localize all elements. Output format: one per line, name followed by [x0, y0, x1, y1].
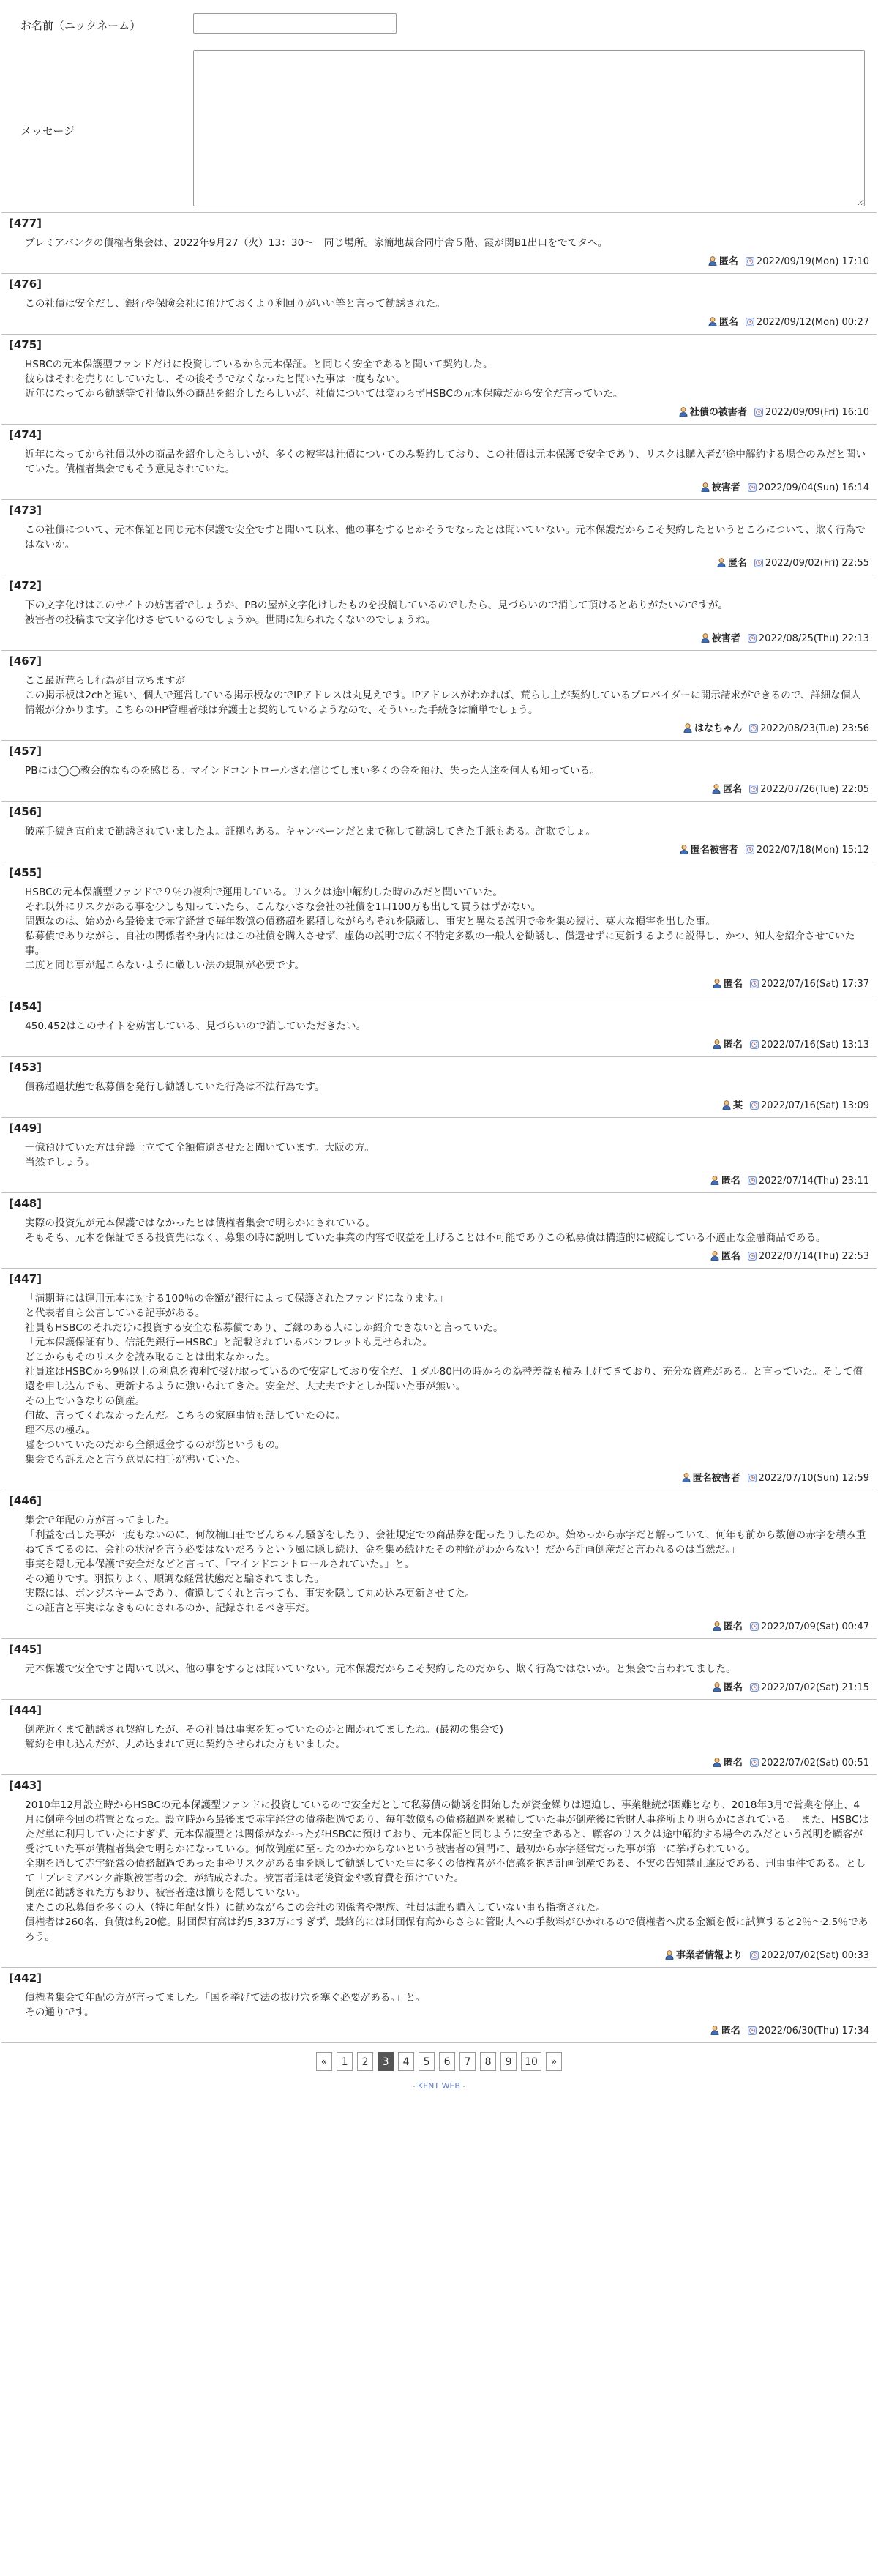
post-author: 匿名 [724, 979, 743, 990]
pager-prev-button[interactable]: « [316, 2052, 332, 2071]
post-date: 2022/09/19(Mon) 17:10 [756, 256, 869, 267]
pager-next-button[interactable]: » [546, 2052, 562, 2071]
post-item [1, 424, 877, 499]
post-number-value[interactable]: 456 [13, 805, 37, 818]
clock-icon [748, 1252, 757, 1263]
pager-page-3[interactable]: 3 [378, 2052, 394, 2071]
post-meta [9, 720, 869, 736]
pager-page-2[interactable]: 2 [357, 2052, 373, 2071]
post-body: 下の文字化けはこのサイトの妨害者でしょうか、PBの屋が文字化けしたものを投稿しているのでしたら、見づらいので消して頂けるとありがたいのですが。 被害者の投稿まで文字化けさせているのでしょうか。世間に知られたくないのでしょうね。 [25, 600, 729, 626]
post-author: 匿名 [721, 1251, 740, 1262]
post-date: 2022/07/26(Tue) 22:05 [760, 784, 869, 795]
post-date: 2022/07/16(Sat) 13:13 [761, 1039, 869, 1050]
clock-icon [754, 559, 763, 570]
post-number-value[interactable]: 448 [13, 1197, 37, 1210]
user-icon [713, 1621, 721, 1634]
post-body: PBには◯◯教会的なものを感じる。マインドコントロールされ信じてしまい多くの金を預け、失った人達を何人も知っている。 [25, 765, 600, 777]
pagination [1, 2042, 877, 2078]
post-item [1, 212, 877, 273]
post-item [1, 650, 877, 740]
post-number: [467] [9, 654, 42, 668]
post-item [1, 1268, 877, 1490]
post-date: 2022/07/16(Sat) 17:37 [761, 979, 869, 990]
clock-icon [748, 1176, 757, 1188]
post-date: 2022/07/14(Thu) 23:11 [758, 1176, 869, 1187]
post-meta [9, 1755, 869, 1770]
post-meta [9, 253, 869, 269]
post-number: [477] [9, 217, 42, 230]
pager-page-10[interactable]: 10 [521, 2052, 541, 2071]
post-author: 匿名 [724, 1682, 743, 1693]
post-number-value[interactable]: 474 [13, 428, 37, 441]
user-icon [665, 1950, 674, 1963]
user-icon [679, 407, 688, 419]
post-number-value[interactable]: 446 [13, 1494, 37, 1507]
pager-page-9[interactable]: 9 [500, 2052, 517, 2071]
post-number-value[interactable]: 457 [13, 744, 37, 758]
user-icon [717, 558, 726, 570]
post-meta [9, 555, 869, 570]
post-author: 匿名 [718, 317, 738, 328]
post-meta [9, 404, 869, 419]
post-number-value[interactable]: 467 [13, 654, 37, 668]
post-date: 2022/06/30(Thu) 17:34 [758, 2026, 869, 2036]
post-list [1, 212, 877, 2042]
post-meta [9, 1470, 869, 1485]
post-meta [9, 479, 869, 495]
post-number-value[interactable]: 477 [13, 217, 37, 230]
post-body: 450.452はこのサイトを妨害している、見づらいので消していただきたい。 [25, 1020, 367, 1032]
post-number: [443] [9, 1779, 42, 1792]
post-date: 2022/07/16(Sat) 13:09 [761, 1100, 869, 1111]
clock-icon [748, 634, 757, 646]
post-author: 匿名被害者 [692, 1473, 740, 1484]
post-author: 匿名 [724, 1758, 743, 1769]
post-author: 匿名 [718, 256, 738, 267]
post-meta [9, 314, 869, 329]
post-number-value[interactable]: 442 [13, 1971, 37, 1985]
post-item [1, 996, 877, 1056]
user-icon [713, 1682, 721, 1695]
post-number-value[interactable]: 472 [13, 579, 37, 592]
post-meta [9, 1619, 869, 1634]
post-date: 2022/09/09(Fri) 16:10 [765, 407, 869, 418]
post-author: 社債の被害者 [689, 407, 747, 418]
post-item [1, 862, 877, 996]
post-number-value[interactable]: 476 [13, 277, 37, 291]
user-icon [708, 256, 717, 269]
pager-page-7[interactable]: 7 [459, 2052, 476, 2071]
post-body: この社債について、元本保証と同じ元本保護で安全ですと聞いて以来、他の事をするとかそうでなったとは聞いていない。元本保護だからこそ契約したというところについて、欺く行為ではないか。 [25, 524, 866, 550]
post-date: 2022/07/02(Sat) 00:33 [761, 1950, 869, 1961]
post-item [1, 1117, 877, 1192]
post-meta [9, 1037, 869, 1052]
post-number-value[interactable]: 443 [13, 1779, 37, 1792]
post-author: 匿名被害者 [690, 845, 738, 856]
clock-icon [750, 1622, 759, 1634]
post-date: 2022/07/02(Sat) 00:51 [761, 1758, 869, 1769]
post-number: [447] [9, 1272, 42, 1285]
post-item [1, 499, 877, 575]
post-number: [446] [9, 1494, 42, 1507]
post-meta [9, 630, 869, 646]
pager-page-4[interactable]: 4 [398, 2052, 414, 2071]
clock-icon [746, 318, 754, 329]
post-date: 2022/07/09(Sat) 00:47 [761, 1621, 869, 1632]
clock-icon [750, 1951, 759, 1963]
name-input[interactable] [193, 13, 397, 34]
post-meta [9, 2023, 869, 2038]
clock-icon [748, 2026, 757, 2038]
post-item [1, 1192, 877, 1268]
post-item [1, 1967, 877, 2042]
post-item [1, 740, 877, 801]
user-icon [682, 1473, 691, 1485]
post-date: 2022/09/12(Mon) 00:27 [756, 317, 869, 328]
post-meta [9, 842, 869, 857]
post-body: 一億預けていた方は弁護士立てて全額償還させたと聞いています。大阪の方。 当然でしょう。 [25, 1142, 375, 1168]
post-number: [444] [9, 1703, 42, 1717]
message-label: メッセージ [20, 124, 75, 138]
post-number: [445] [9, 1643, 42, 1656]
post-body: この社債は安全だし、銀行や保険会社に預けておくより利回りがいい等と言って勧誘された。 [25, 298, 446, 310]
post-meta [9, 781, 869, 796]
post-body: HSBCの元本保護型ファンドで９％の複利で運用している。リスクは途中解約した時のみだと聞いていた。 それ以外にリスクがある事を少しも知っていたら、こんな小さな会社の社債を1口100万も出して買うはずがない。 問題なのは、始めから最後まで赤字経営で毎年数億の債務超を累積しながらもそれを隠蔽し、事実と異なる説明で金を集め続け、莫大な損害を出した事。 私募債でありながら、自社の関係者や身内にはこの社債を購入させず、虚偽の説明で広く不特定多数の一般人を勧誘し、償還せずに更新するように説得し、かつ、知人を紹介させていた事。 二度と同じ事が起こらないように厳しい法の規制が必要です。 [25, 886, 855, 971]
post-item [1, 801, 877, 862]
post-body: 元本保護で安全ですと聞いて以来、他の事をするとは聞いていない。元本保護だからこそ契約したのだから、欺く行為ではないか。と集会で言われてました。 [25, 1663, 736, 1675]
post-date: 2022/08/23(Tue) 23:56 [760, 723, 869, 734]
clock-icon [746, 845, 754, 857]
post-body: ここ最近荒らし行為が目立ちますが この掲示板は2chと違い、個人で運営している掲示板なのでIPアドレスは丸見えです。IPアドレスがわかれば、荒らし主が契約しているプロバイダーに開示請求ができるので、詳細な個人情報が分かります。こちらのHP管理者様は弁護士と契約しているようなので、そういった手続きは簡単でしょう。 [25, 675, 861, 716]
post-body: HSBCの元本保護型ファンドだけに投資しているから元本保証。と同じく安全であると聞いて契約した。 彼らはそれを売りにしていたし、その後そうでなくなったと聞いた事は一度もない。 近年になってから勧誘等で社債以外の商品を紹介したらしいが、社債については変わらずHSBCの元本保障だから安全だ言っていた。 [25, 359, 623, 400]
user-icon [683, 723, 692, 736]
post-author: はなちゃん [694, 723, 743, 734]
post-item [1, 1056, 877, 1117]
clock-icon [750, 1040, 759, 1052]
post-date: 2022/08/25(Thu) 22:13 [758, 633, 869, 644]
post-number-value[interactable]: 475 [13, 338, 37, 351]
post-item [1, 1638, 877, 1699]
post-number: [449] [9, 1121, 42, 1135]
post-author: 匿名 [724, 1621, 743, 1632]
clock-icon [750, 1683, 759, 1695]
post-author: 事業者情報より [676, 1950, 743, 1961]
clock-icon [750, 1758, 759, 1770]
post-number-value[interactable]: 454 [13, 1000, 37, 1013]
post-meta [9, 1173, 869, 1188]
page [0, 13, 878, 2097]
post-number: [442] [9, 1971, 42, 1985]
post-item [1, 1774, 877, 1967]
post-date: 2022/09/02(Fri) 22:55 [765, 558, 869, 569]
clock-icon [748, 1474, 757, 1485]
pager-page-1[interactable]: 1 [337, 2052, 353, 2071]
user-icon [680, 845, 688, 857]
post-body: 破産手続き直前まで勧誘されていましたよ。証拠もある。キャンペーンだとまで称して勧誘してきた手紙もある。詐欺でしょ。 [25, 826, 596, 837]
post-body: 「満期時には運用元本に対する100％の金額が銀行によって保護されたファンドになります。」 と代表者自ら公言している記事がある。 社員もHSBCのそれだけに投資する安全な私募債であり、ご縁のある人にしか紹介できないと言っていた。 「元本保護保証有り、信託先銀行ーHSBC」と記載されているパンフレットも見せられた。 どこからもそのリスクを読み取ることは出来なかった。 社員達はHSBCから9％以上の利息を複利で受け取っているので安定しており安全だ、１ダル80円の時からの為替差益も積み上げてきており、充分な資産がある。と言っていた。そして償還を申し込んでも、更新するように強いられてきた。安全だ、大丈夫ですとしか聞いた事が無い。 その上でいきなりの倒産。 何故、言ってくれなかったんだ。こちらの家庭事情も話していたのに。 理不尽の極み。 嘘をついていたのだから全額返金するのが筋というもの。 集会でも訴えたと言う意見に拍手が沸いていた。 [25, 1293, 863, 1466]
user-icon [713, 1758, 721, 1770]
post-number: [476] [9, 277, 42, 291]
post-body: プレミアバンクの債権者集会は、2022年9月27（火）13：30〜 同じ場所。家簡地裁合同庁舎５階、霞が関B1出口をでてタへ。 [25, 237, 608, 249]
clock-icon [748, 483, 757, 495]
post-author: 匿名 [724, 1039, 743, 1050]
post-author: 某 [733, 1100, 743, 1111]
post-author: 匿名 [721, 1176, 740, 1187]
post-number-value[interactable]: 473 [13, 504, 37, 517]
post-meta [9, 1097, 869, 1113]
post-item [1, 334, 877, 424]
post-number: [456] [9, 805, 42, 818]
user-icon [701, 482, 710, 495]
post-author: 匿名 [727, 558, 747, 569]
name-row [1, 13, 877, 42]
post-meta [9, 1947, 869, 1963]
post-number: [474] [9, 428, 42, 441]
post-meta [9, 976, 869, 991]
user-icon [708, 317, 717, 329]
post-item [1, 1490, 877, 1638]
post-number-value[interactable]: 449 [13, 1121, 37, 1135]
post-number: [454] [9, 1000, 42, 1013]
user-icon [713, 979, 721, 991]
user-icon [713, 1039, 721, 1052]
post-date: 2022/07/10(Sun) 12:59 [758, 1473, 869, 1484]
post-date: 2022/07/18(Mon) 15:12 [756, 845, 869, 856]
clock-icon [750, 979, 759, 991]
post-number: [457] [9, 744, 42, 758]
post-number: [455] [9, 866, 42, 879]
pager-page-5[interactable]: 5 [419, 2052, 435, 2071]
post-author: 匿名 [723, 784, 743, 795]
message-row [1, 50, 877, 212]
post-item [1, 1699, 877, 1774]
post-number-value[interactable]: 445 [13, 1643, 37, 1656]
user-icon [712, 784, 721, 796]
post-author: 被害者 [711, 633, 740, 644]
post-body: 2010年12月設立時からHSBCの元本保護型ファンドに投資しているので安全だとして私募債の勧誘を開始したが資金繰りは逼迫し、事業継続が困難となり、2018年3月で営業を停止、4月に倒産今回の措置となった。設立時から最後まで赤字経営の債務超過であり、毎年数億もの債務超過を累積していた事が倒産後に管財人事務所より明らかにされている。 また、HSBCはただ単に利用していたにすぎず、元本保護型とは関係がなかったがHSBCに預けており、元本保証と同じように安全であると、顧客のリスクは途中解約する場合のみだという説明を顧客が受けていた事が債権者集会で明らかになっている。何故倒産に至ったのかわからないという被害者の質問に、最初から赤字経営だった事が第一に挙げられている。 全期を通して赤字経営の債務超過であった事やリスクがある事を隠して勧誘していた事に多くの債権者が不信感を抱き計画倒産である、不実の告知禁止違反である、刑事事件である。として「プレミアバンク詐欺被害者の会」が結成された。被害者達は老後資金や教育費を預けていた。 倒産に勧誘された方もおり、被害者達は憤りを隠していない。 またこの私募債を多くの人（特に年配女性）に勧めながらこの会社の関係者や親族、社員は誰も購入していない事も指摘された。 債権者は260名、負債は約20億。財団保有高は約5,337万にすぎず、最終的には財団保有高からさらに管財人への手数料がひかれるので債権者へ戻る金額を仮に試算すると2％〜2.5％であろう。 [25, 1799, 869, 1943]
clock-icon [749, 785, 758, 796]
clock-icon [754, 408, 763, 419]
post-body: 倒産近くまで勧誘され契約したが、その社員は事実を知っていたのかと聞かれてましたね。(最初の集会で) 解約を申し込んだが、丸め込まれて更に契約させられた方もいました。 [25, 1724, 503, 1750]
clock-icon [749, 724, 758, 736]
post-number-value[interactable]: 447 [13, 1272, 37, 1285]
user-icon [722, 1100, 731, 1113]
clock-icon [746, 257, 754, 269]
post-author: 被害者 [711, 482, 740, 493]
clock-icon [750, 1101, 759, 1113]
post-meta [9, 1248, 869, 1263]
pager-page-8[interactable]: 8 [480, 2052, 496, 2071]
post-number-value[interactable]: 444 [13, 1703, 37, 1717]
post-item [1, 273, 877, 334]
user-icon [710, 1176, 719, 1188]
post-date: 2022/07/14(Thu) 22:53 [758, 1251, 869, 1262]
post-date: 2022/07/02(Sat) 21:15 [761, 1682, 869, 1693]
post-number: [473] [9, 504, 42, 517]
post-number: [448] [9, 1197, 42, 1210]
post-body: 債権者集会で年配の方が言ってました。「国を挙げて法の抜け穴を塞ぐ必要がある。」と。 その通りです。 [25, 1992, 426, 2018]
post-author: 匿名 [721, 2026, 740, 2036]
post-number: [453] [9, 1061, 42, 1074]
post-item [1, 575, 877, 650]
post-number-value[interactable]: 453 [13, 1061, 37, 1074]
post-number: [472] [9, 579, 42, 592]
post-body: 債務超過状態で私募債を発行し勧誘していた行為は不法行為です。 [25, 1081, 325, 1093]
footer-credit[interactable]: - KENT WEB - [412, 2081, 466, 2091]
post-number-value[interactable]: 455 [13, 866, 37, 879]
name-label: お名前（ニックネーム） [20, 19, 141, 32]
post-body: 実際の投資先が元本保護ではなかったとは債権者集会で明らかにされている。 そもそも、元本を保証できる投資先はなく、募集の時に説明していた事業の内容で収益を上げることは不可能でありこの私募債は構造的に破綻している不適正な金融商品である。 [25, 1217, 826, 1244]
user-icon [710, 1251, 719, 1263]
user-icon [710, 2026, 719, 2038]
post-number: [475] [9, 338, 42, 351]
pager-page-6[interactable]: 6 [439, 2052, 455, 2071]
post-body: 集会で年配の方が言ってました。 「利益を出した事が一度もないのに、何故楠山荘でどんちゃん騒ぎをしたり、会社規定での商品券を配ったりしたのか。始めっから赤字だと解っていて、何年も前から数億の赤字を積み重ねてきてるのに、会社の状況を言う必要はないだろうという風に隠し続け、金を集め続けたその神経がわからない！だから計画倒産だと言われるのは当然だ。」 事実を隠し元本保護で安全だなどと言って、「マインドコントロールされていた。」と。 その通りです。羽振りよく、順調な経営状態だと騙されてました。 実際には、ボンジスキームであり、償還してくれと言っても、事実を隠して丸め込み更新させてた。 この証言と事実はなきものにされるのか、記録されるべき事だ。 [25, 1515, 866, 1614]
user-icon [701, 633, 710, 646]
post-date: 2022/09/04(Sun) 16:14 [758, 482, 869, 493]
post-body: 近年になってから社債以外の商品を紹介したらしいが、多くの被害は社債についてのみ契約しており、この社債は元本保護で安全であり、リスクは購入者が途中解約する場合のみだと聞いていた。債権者集会でもそう意見されていた。 [25, 449, 866, 475]
message-textarea[interactable] [193, 50, 865, 206]
post-meta [9, 1679, 869, 1695]
